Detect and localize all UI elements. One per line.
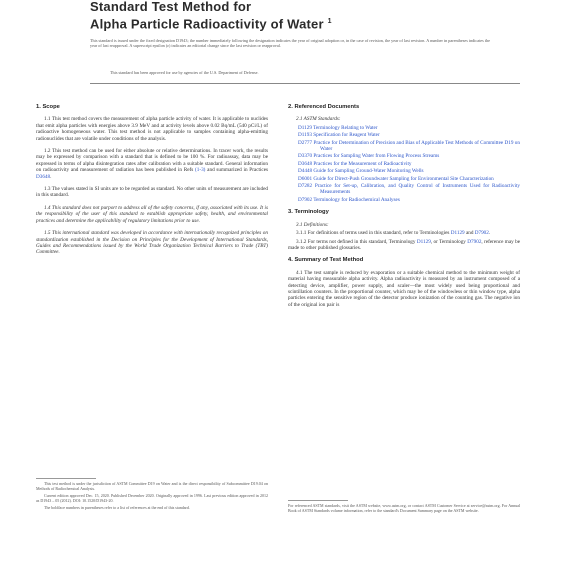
standard-link-d7902[interactable]: D7902 xyxy=(467,238,482,245)
reference-code[interactable]: D7902 xyxy=(298,196,313,203)
footnotes-left xyxy=(36,482,268,511)
reference-code[interactable]: D1129 xyxy=(298,124,312,131)
scope-1-4: 1.4 This standard does not purport to address all of the safety concerns, if any, associated with its use. It is the responsibility of the user of this standard to establish appropriate safety, health, and environmental practices and determine the applicability of regulatory limitations prior to use. xyxy=(36,204,268,224)
reference-item: D1129 Terminology Relating to Water xyxy=(298,124,378,131)
document-title xyxy=(90,0,520,31)
summary-4-1: 4.1 The test sample is reduced by evaporation or a suitable chemical method to the minimum weight of material having measurable alpha activity. Alpha radioactivity is measured by an instrument composed of a detecting device, amplifier, power supply, and scaler—the most widely used being proportional and scintillation counters. In the proportional counter, which may be of the windowless or thin window type, alpha particles entering the sensitive region of the detector produce ionization of the counting gas. The negative ion of the original ion pair is xyxy=(288,269,520,308)
reference-item: D3370 Practices for Sampling Water from Flowing Process Streams xyxy=(298,153,440,160)
summary-heading: 4. Summary of Test Method xyxy=(288,257,364,264)
standard-link-d3648[interactable]: D3648 xyxy=(36,173,51,180)
terminology-3-1-2: 3.1.2 For terms not defined in this standard, Terminology D1129, or Terminology D7902, reference may be made to other published glossaries. xyxy=(288,238,521,251)
title-line-1: Standard Test Method for xyxy=(90,0,252,14)
scope-1-5: 1.5 This international standard was developed in accordance with internationally recognized principles on standardization established in the Decision on Principles for the Development of International Standards, Guides and Recommendations issued by the World Trade Organization Technical Barriers to Trade (TBT) Committee. xyxy=(36,230,268,256)
reference-code[interactable]: D3370 xyxy=(298,153,313,160)
standard-link-d1129[interactable]: D1129 xyxy=(416,238,431,245)
scope-heading: 1. Scope xyxy=(36,104,60,110)
reference-code[interactable]: D4448 xyxy=(298,168,313,175)
footnote-divider-left xyxy=(36,478,96,479)
footnote-divider-right xyxy=(288,500,348,501)
reference-list xyxy=(298,125,520,203)
scope-1-2: 1.2 This test method can be used for either absolute or relative determinations. In tracer work, the results may be expressed by comparison with a standard that is defined to be 100 %. For radioassay, data may be expressed in terms of alpha disintegration rates after calibration with a suitable standard. General information on radioactivity and measurement of radiation has been published in Refs (1-3) and summarized in Practices D3648. xyxy=(36,148,269,180)
footnote-1b: Current edition approved Dec. 15, 2020. Published December 2020. Originally approved in 1996. Last previous edition approved in 2012 as D1943 – 05 (2012). DOI: 10.1520/D1943-20. xyxy=(36,492,268,503)
terminology-3-1: 3.1 Definitions: xyxy=(296,221,329,228)
right-column xyxy=(288,104,520,314)
reference-code[interactable]: D1193 xyxy=(298,132,312,139)
footnote-1: This test method is under the jurisdiction of ASTM Committee D19 on Water and is the direct responsibility of Subcommittee D19.04 on Methods of Radiochemical Analysis. xyxy=(36,481,268,491)
reference-item: D6001 Guide for Direct-Push Groundwater Sampling for Environmental Site Characterization xyxy=(298,175,494,182)
reference-item: D7902 Terminology for Radiochemical Analyses xyxy=(298,196,400,203)
title-line-2: Alpha Particle Radioactivity of Water $^1$ xyxy=(90,16,332,32)
scope-1-3: 1.3 The values stated in SI units are to be regarded as standard. No other units of measurement are included in this standard. xyxy=(36,186,268,199)
standard-link-d7902[interactable]: D7902 xyxy=(474,230,489,237)
standard-link-d1129[interactable]: D1129 xyxy=(450,230,465,237)
designation-notice: This standard is issued under the fixed designation D1943; the number immediately following the designation indicates the year of original adoption or, in the case of revision, the year of last revision. A number in parentheses indicates the year of last reapproval. A superscript epsilon (ε) indicates an editorial change since the last revision or reapproval. xyxy=(90,38,490,49)
reference-code[interactable]: D6001 xyxy=(298,175,313,182)
title-footnote-marker: 1 xyxy=(327,18,332,25)
terminology-heading: 3. Terminology xyxy=(288,209,329,216)
footnote-2: The boldface numbers in parentheses refer to a list of references at the end of this standard. xyxy=(44,504,190,510)
left-column xyxy=(36,104,268,262)
terminology-3-1-1: 3.1.1 For definitions of terms used in this standard, refer to Terminologies D1129 and D7902. xyxy=(296,230,491,237)
reference-item: D7282 Practice for Set-up, Calibration, and Quality Control of Instruments Used for Radioactivity Measurements xyxy=(298,183,521,196)
referenced-documents-heading: 2. Referenced Documents xyxy=(288,104,360,110)
reference-item: D4448 Guide for Sampling Ground-Water Monitoring Wells xyxy=(298,168,424,175)
reference-code[interactable]: D3648 xyxy=(298,160,313,167)
scope-1-1: 1.1 This test method covers the measurement of alpha particle activity of water. It is applicable to nuclides that emit alpha particles with energies above 3.9 MeV and at activity levels above 0.02 Bq/mL (540 pCi/L) of radioactive homogeneous water. This test method is not applicable to samples containing alpha-emitting radionuclides that are volatile under conditions of the analysis. xyxy=(36,116,268,142)
reference-item: D2777 Practice for Determination of Precision and Bias of Applicable Test Methods of Committee D19 on Water xyxy=(298,139,520,153)
reference-item: D1193 Specification for Reagent Water xyxy=(298,132,380,139)
reference-code[interactable]: D7282 xyxy=(298,183,313,190)
reference-link[interactable]: (1-3) xyxy=(195,167,206,174)
astm-standards-intro: 2.1 ASTM Standards: xyxy=(296,116,341,123)
dod-approval-notice: This standard has been approved for use by agencies of the U.S. Department of Defense. xyxy=(110,70,259,75)
header-divider xyxy=(90,83,520,84)
reference-item: D3648 Practices for the Measurement of Radioactivity xyxy=(298,160,412,167)
footnote-astm: For referenced ASTM standards, visit the ASTM website, www.astm.org, or contact ASTM Customer Service at service@astm.org. For Annual Book of ASTM Standards volume information, refer to the standard's Document Summary page on the ASTM website. xyxy=(288,503,520,513)
reference-code[interactable]: D2777 xyxy=(298,139,313,146)
